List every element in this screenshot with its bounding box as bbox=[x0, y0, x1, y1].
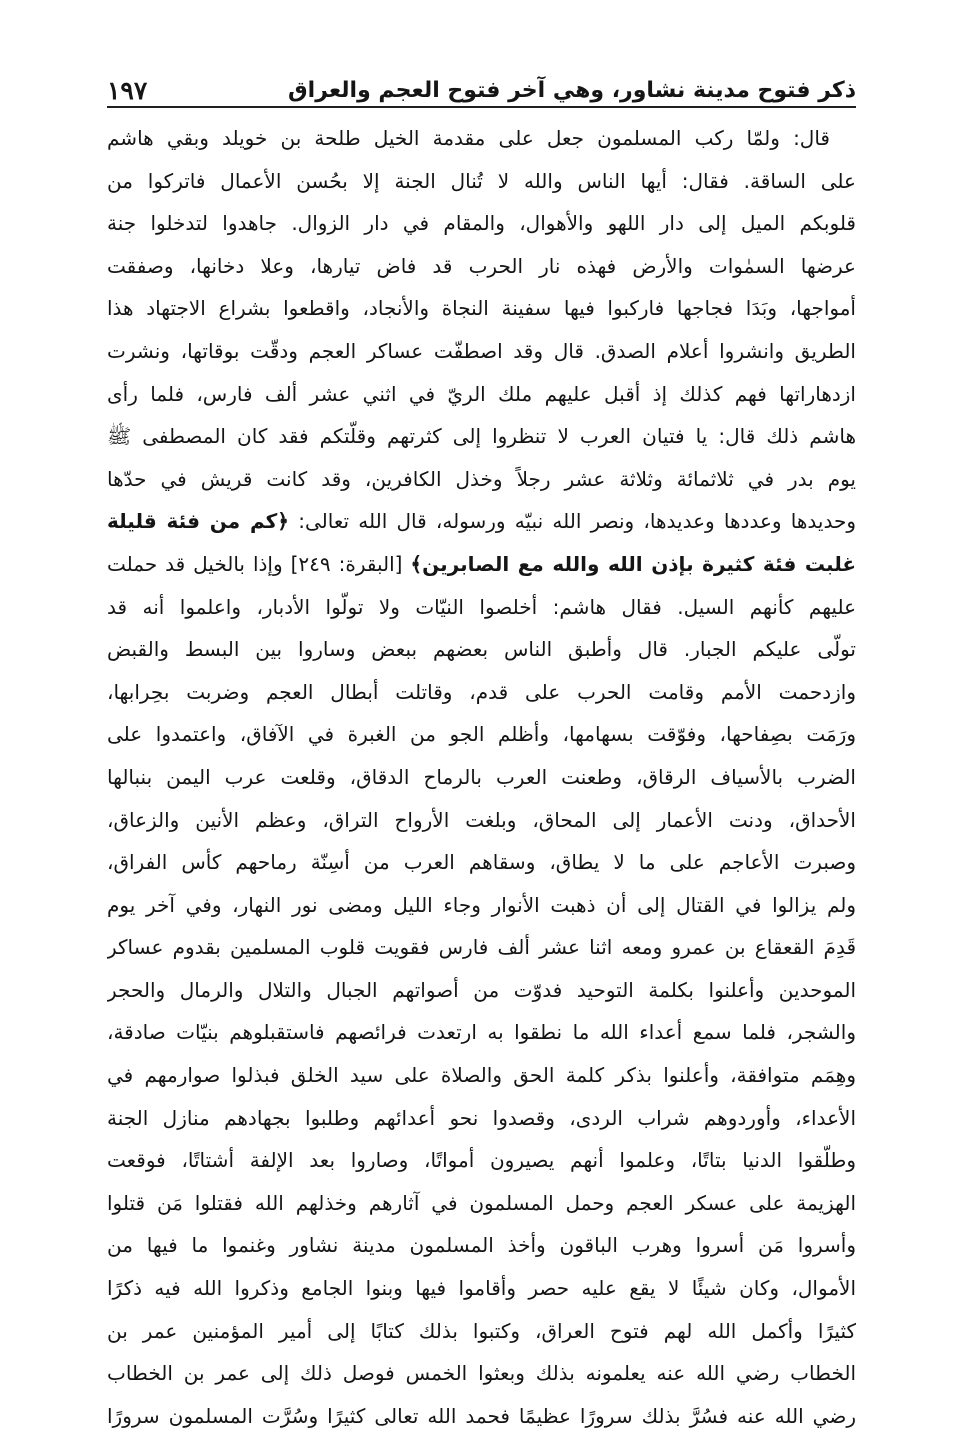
text-line: عرضها السمٰوات والأرض فهذه نار الحرب قد فاض تيارها، وعلا دخانها، وصفقت bbox=[107, 253, 856, 278]
text-line: الطريق وانشروا أعلام الصدق. قال وقد اصطفّت عساكر العجم ودقّت بوقاتها، ونشرت bbox=[107, 338, 856, 363]
quran-verse: غلبت فئة كثيرة بإذن الله والله مع الصابرين﴾ bbox=[410, 551, 856, 576]
header-divider bbox=[107, 106, 856, 108]
text-line: تولّى عليكم الجبار. قال وأطبق الناس بعضهم ببعض وساروا بين البسط والقبض bbox=[107, 637, 856, 662]
text-line: ورَمَت بصِفاحها، وفوّقت بسهامها، وأظلم الجو من الغبرة في الآفاق، واعتمدوا على bbox=[107, 722, 856, 747]
text-line: وأسروا مَن أسروا وهرب الباقون وأخذ المسلمون مدينة نشاور وغنموا ما فيها من bbox=[107, 1233, 856, 1258]
text-line bbox=[107, 543, 856, 586]
text-line: رضي الله عنه فسُرَّ بذلك سرورًا عظيمًا فحمد الله تعالى كثيرًا وسُرَّت المسلمون سرورًا bbox=[107, 1403, 856, 1428]
text-line: والشجر، فلما سمع أعداء الله ما نطقوا به ارتعدت فرائصهم فاستقبلوهم بنيّات صادقة، bbox=[107, 1020, 856, 1045]
text-segment: وحديدها وعددها وعديدها، ونصر الله نبيّه ورسوله، قال الله تعالى: bbox=[289, 509, 856, 534]
text-line: على الساقة. فقال: أيها الناس والله لا تُنال الجنة إلا بحُسن الأعمال فاتركوا من bbox=[107, 168, 856, 193]
text-line: ولم يزالوا في القتال إلى أن ذهبت الأنوار وجاء الليل ومضى نور النهار، وفي آخر يوم bbox=[107, 892, 856, 917]
running-header-title: ذكر فتوح مدينة نشاور، وهي آخر فتوح العجم والعراق bbox=[287, 78, 856, 103]
text-line: قلوبكم الميل إلى دار اللهو والأهوال، والمقام في دار الزوال. جاهدوا لتدخلوا جنة bbox=[107, 211, 856, 236]
text-line: أمواجها، وبَدَا فجاجها فاركبوا فيها سفينة النجاة والأنجاد، واقطعوا بشراع الاجتهاد هذا bbox=[107, 296, 856, 321]
body-text bbox=[107, 117, 856, 1437]
text-line: قال: ولمّا ركب المسلمون جعل على مقدمة الخيل طلحة بن خويلد وبقي هاشم bbox=[107, 126, 830, 150]
text-line: يوم بدر في ثلاثمائة وثلاثة عشر رجلاً وخذل الكافرين، وقد كانت قريش في حدّها bbox=[107, 466, 856, 491]
text-line: وهِمَم متوافقة، وأعلنوا بذكر كلمة الحق والصلاة على سيد الخلق فبذلوا صوارمهم في bbox=[107, 1063, 856, 1088]
text-line: ازدهاراتها فهم كذلك إذ أقبل عليهم ملك الريّ في اثني عشر ألف فارس، فلما رأى bbox=[107, 381, 856, 406]
text-line bbox=[107, 500, 856, 543]
text-line: الموحدين وأعلنوا بكلمة التوحيد فدوّت من أصواتهم الجبال والتلال والرمال والحجر bbox=[107, 977, 856, 1002]
text-line: وطلّقوا الدنيا بتاتًا، وعلموا أنهم يصيرون أمواتًا، وصاروا بعد الإلفة أشتاتًا، فوقعت bbox=[107, 1148, 856, 1173]
text-line: وصبرت الأعاجم على ما لا يطاق، وسقاهم العرب من أسِنّة رماحهم كأس الفراق، bbox=[107, 850, 856, 875]
text-segment: [البقرة: ٢٤٩] وإذا بالخيل قد حملت bbox=[107, 551, 411, 576]
text-line: كثيرًا وأكمل الله لهم فتوح العراق، وكتبوا بذلك كتابًا إلى أمير المؤمنين عمر بن bbox=[107, 1318, 856, 1343]
text-line: الخطاب رضي الله عنه يعلمونه بذلك وبعثوا الخمس فوصل ذلك إلى عمر بن الخطاب bbox=[107, 1361, 856, 1386]
quran-verse: ﴿كم من فئة قليلة bbox=[107, 509, 290, 534]
text-line: قَدِمَ القعقاع بن عمرو ومعه اثنا عشر ألف فارس فقويت قلوب المسلمين بقدوم عساكر bbox=[107, 935, 856, 960]
text-line: وازدحمت الأمم وقامت الحرب على قدم، وقاتلت أبطال العجم وضربت بحِرابها، bbox=[107, 679, 856, 704]
text-line: هاشم ذلك قال: يا فتيان العرب لا تنظروا إلى كثرتهم وقلّتكم فقد كان المصطفى ﷺ bbox=[107, 424, 856, 449]
text-line: عليهم كأنهم السيل. فقال هاشم: أخلصوا النيّات ولا تولّوا الأدبار، واعلموا أنه قد bbox=[107, 594, 856, 619]
running-header bbox=[107, 62, 856, 106]
text-line: الأحداق، ودنت الأعمار إلى المحاق، وبلغت الأرواح التراق، وعظم الأنين والزعاق، bbox=[107, 807, 856, 832]
text-line: الأموال، وكان شيئًا لا يقع عليه حصر وأقاموا فيها وبنوا الجامع وذكروا الله فيه ذكرًا bbox=[107, 1276, 856, 1301]
page-number: ١٩٧ bbox=[107, 76, 148, 105]
text-line: الهزيمة على عسكر العجم وحمل المسلمون في آثارهم وخذلهم الله فقتلوا مَن قتلوا bbox=[107, 1190, 856, 1215]
text-line: الأعداء، وأوردوهم شراب الردى، وقصدوا نحو أعدائهم وطلبوا بجهادهم منازل الجنة bbox=[107, 1105, 856, 1130]
text-line: الضرب بالأسياف الرقاق، وطعنت العرب بالرماح الدقاق، وقلعت عرب اليمن بنبالها bbox=[107, 764, 856, 789]
